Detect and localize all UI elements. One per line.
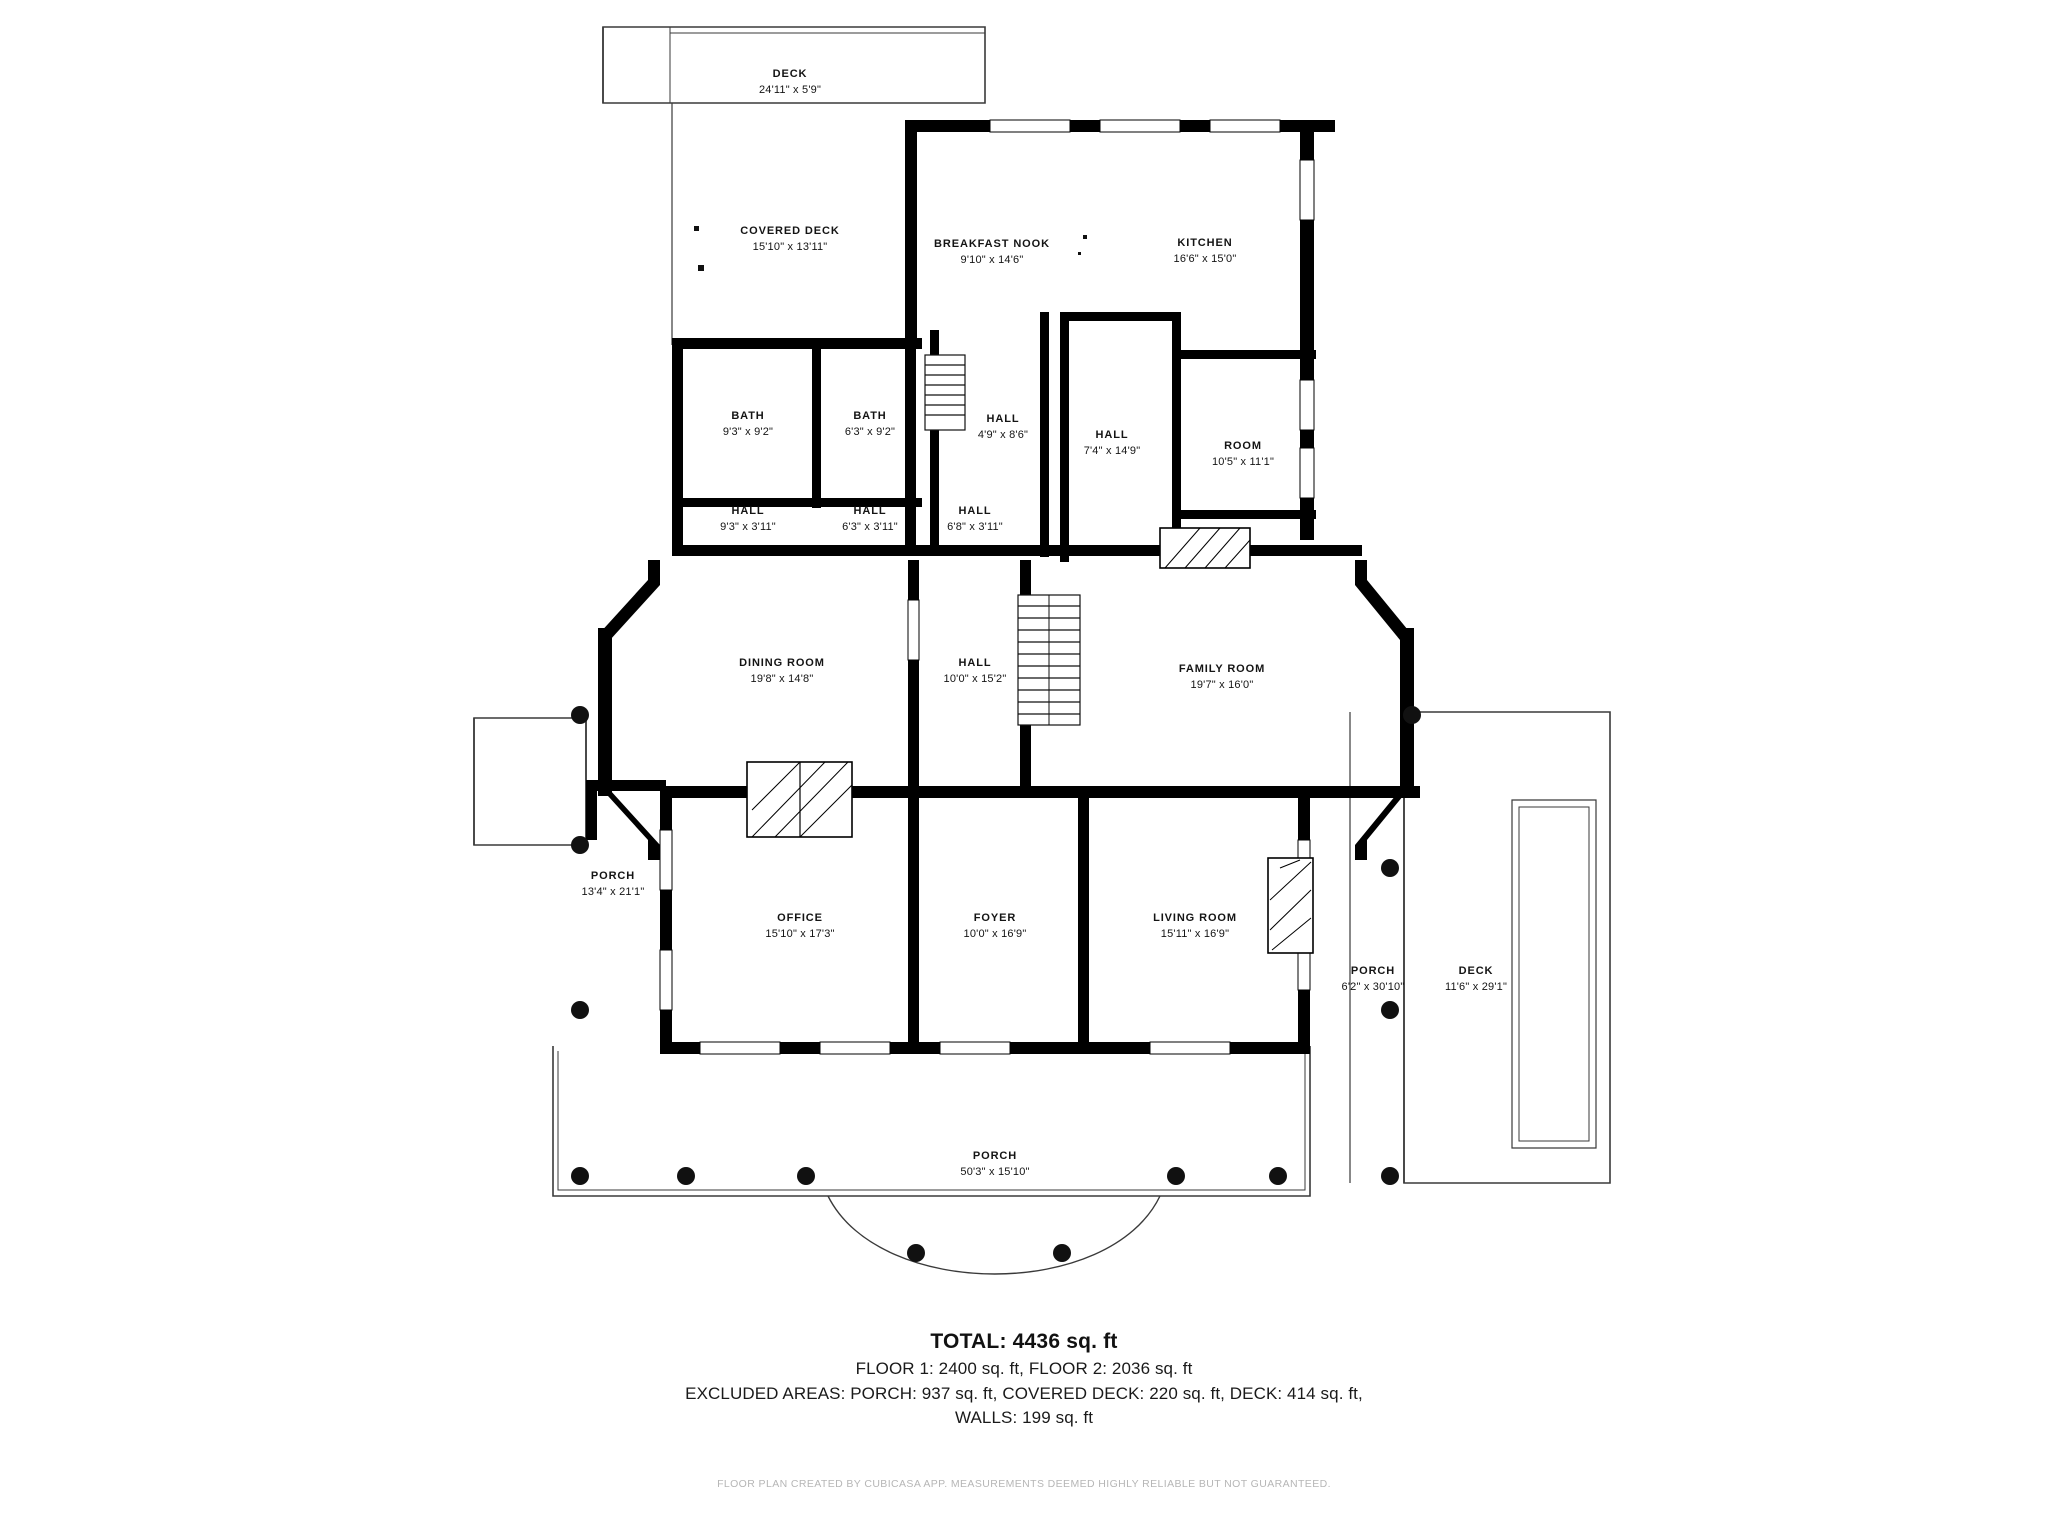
room-name: BREAKFAST NOOK <box>934 238 1050 251</box>
room-name: HALL <box>1095 429 1129 442</box>
room-dimensions: 9'3" x 9'2" <box>722 426 774 438</box>
room-name: PORCH <box>1350 965 1396 978</box>
room-name: ROOM <box>1224 440 1262 453</box>
room-dimensions: 24'11" x 5'9" <box>758 84 822 96</box>
room-dimensions: 13'4" x 21'1" <box>581 886 645 898</box>
room-name: DINING ROOM <box>739 657 825 670</box>
room-dimensions: 10'0" x 15'2" <box>943 673 1007 685</box>
room-dimensions: 50'3" x 15'10" <box>960 1166 1030 1178</box>
area-summary <box>0 1330 2048 1431</box>
room-name: BATH <box>853 410 887 423</box>
excluded-areas-line-2: WALLS: 199 sq. ft <box>954 1408 1094 1428</box>
room-dimensions: 4'9" x 8'6" <box>977 429 1029 441</box>
room-name: BATH <box>731 410 765 423</box>
room-dimensions: 15'10" x 17'3" <box>765 928 835 940</box>
room-dimensions: 7'4" x 14'9" <box>1083 445 1141 457</box>
room-name: HALL <box>731 505 765 518</box>
total-area: TOTAL: 4436 sq. ft <box>930 1330 1118 1353</box>
room-name: HALL <box>958 505 992 518</box>
room-dimensions: 15'10" x 13'11" <box>752 241 828 253</box>
staircase-upper <box>925 355 965 430</box>
room-dimensions: 19'7" x 16'0" <box>1190 679 1254 691</box>
room-name: FOYER <box>973 912 1017 925</box>
room-name: FAMILY ROOM <box>1178 663 1266 676</box>
room-dimensions: 6'3" x 9'2" <box>844 426 896 438</box>
room-dimensions: 6'2" x 30'10" <box>1341 981 1405 993</box>
room-dimensions: 9'10" x 14'6" <box>960 254 1024 266</box>
room-dimensions: 10'5" x 11'1" <box>1211 456 1275 468</box>
room-dimensions: 16'6" x 15'0" <box>1173 253 1237 265</box>
plan-credit-footer: FLOOR PLAN CREATED BY CUBICASA APP. MEASUREMENTS DEEMED HIGHLY RELIABLE BUT NOT GUARANTEED. <box>717 1478 1331 1490</box>
room-name: HALL <box>853 505 887 518</box>
room-dimensions: 6'8" x 3'11" <box>947 521 1003 533</box>
room-name: PORCH <box>590 870 636 883</box>
room-name: OFFICE <box>777 912 823 925</box>
room-dimensions: 19'8" x 14'8" <box>750 673 814 685</box>
room-dimensions: 9'3" x 3'11" <box>720 521 776 533</box>
room-name: COVERED DECK <box>740 225 840 238</box>
room-dimensions: 11'6" x 29'1" <box>1444 981 1508 993</box>
room-name: DECK <box>1458 965 1494 978</box>
room-dimensions: 10'0" x 16'9" <box>963 928 1027 940</box>
room-dimensions: 6'3" x 3'11" <box>842 521 898 533</box>
window-openings <box>660 120 1314 1054</box>
fixture-dots <box>694 226 1087 271</box>
room-name: PORCH <box>972 1150 1018 1163</box>
floor-areas: FLOOR 1: 2400 sq. ft, FLOOR 2: 2036 sq. ft <box>855 1359 1193 1378</box>
room-dimensions: 15'11" x 16'9" <box>1160 928 1230 940</box>
staircase-main <box>1018 595 1080 725</box>
room-name: HALL <box>986 413 1020 426</box>
room-name: KITCHEN <box>1177 237 1233 250</box>
room-name: HALL <box>958 657 992 670</box>
excluded-areas-line-1: EXCLUDED AREAS: PORCH: 937 sq. ft, COVERED DECK: 220 sq. ft, DECK: 414 sq. ft, <box>685 1383 1363 1403</box>
room-name: LIVING ROOM <box>1153 912 1237 925</box>
room-name: DECK <box>772 68 808 81</box>
